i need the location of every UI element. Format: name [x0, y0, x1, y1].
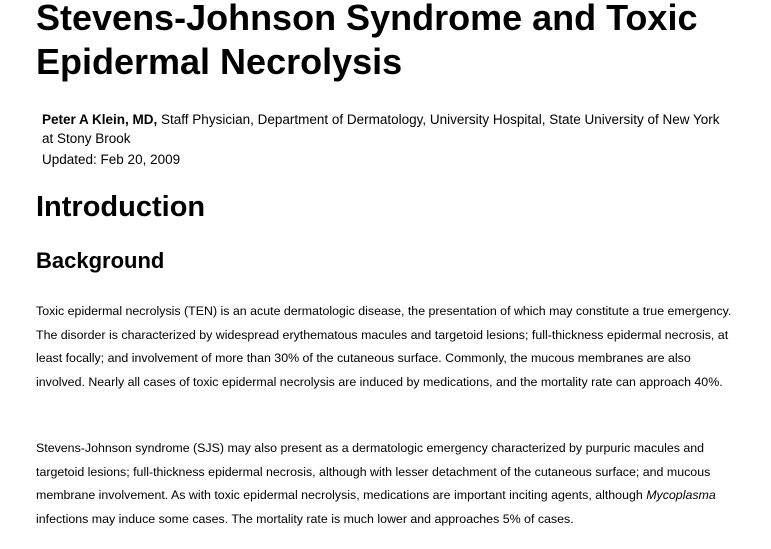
paragraph-sjs	[36, 437, 736, 531]
section-heading-introduction: Introduction	[36, 191, 206, 223]
author-affiliation: Staff Physician, Department of Dermatology, University Hospital, State University of New York at Stony Brook	[42, 112, 720, 146]
subsection-heading-background: Background	[36, 248, 165, 273]
paragraph-sjs-emphasis: Mycoplasma	[646, 488, 716, 502]
updated-date: Updated: Feb 20, 2009	[42, 152, 181, 167]
paragraph-sjs-text-after: infections may induce some cases. The mortality rate is much lower and approaches 5% of cases.	[36, 511, 574, 526]
paragraph-sjs-text-before: Stevens-Johnson syndrome (SJS) may also present as a dermatologic emergency characterized by purpuric macules and targetoid lesions; full-thickness epidermal necrosis, although with lesser detachment of the cutaneous surface; and mucous membrane involvement. As with toxic epidermal necrolysis, medications are important inciting agents, although	[36, 441, 711, 502]
author-name: Peter A Klein, MD,	[42, 112, 158, 127]
page-title: Stevens-Johnson Syndrome and Toxic Epidermal Necrolysis	[36, 0, 698, 82]
paragraph-ten: Toxic epidermal necrolysis (TEN) is an acute dermatologic disease, the presentation of which may constitute a true emergency. The disorder is characterized by widespread erythematous macules and targetoid lesions; full-thickness epidermal necrosis, at least focally; and involvement of more than 30% of the cutaneous surface. Commonly, the mucous membranes are also involved. Nearly all cases of toxic epidermal necrolysis are induced by medications, and the mortality rate can approach 40%.	[36, 304, 732, 389]
author-line	[42, 110, 732, 148]
